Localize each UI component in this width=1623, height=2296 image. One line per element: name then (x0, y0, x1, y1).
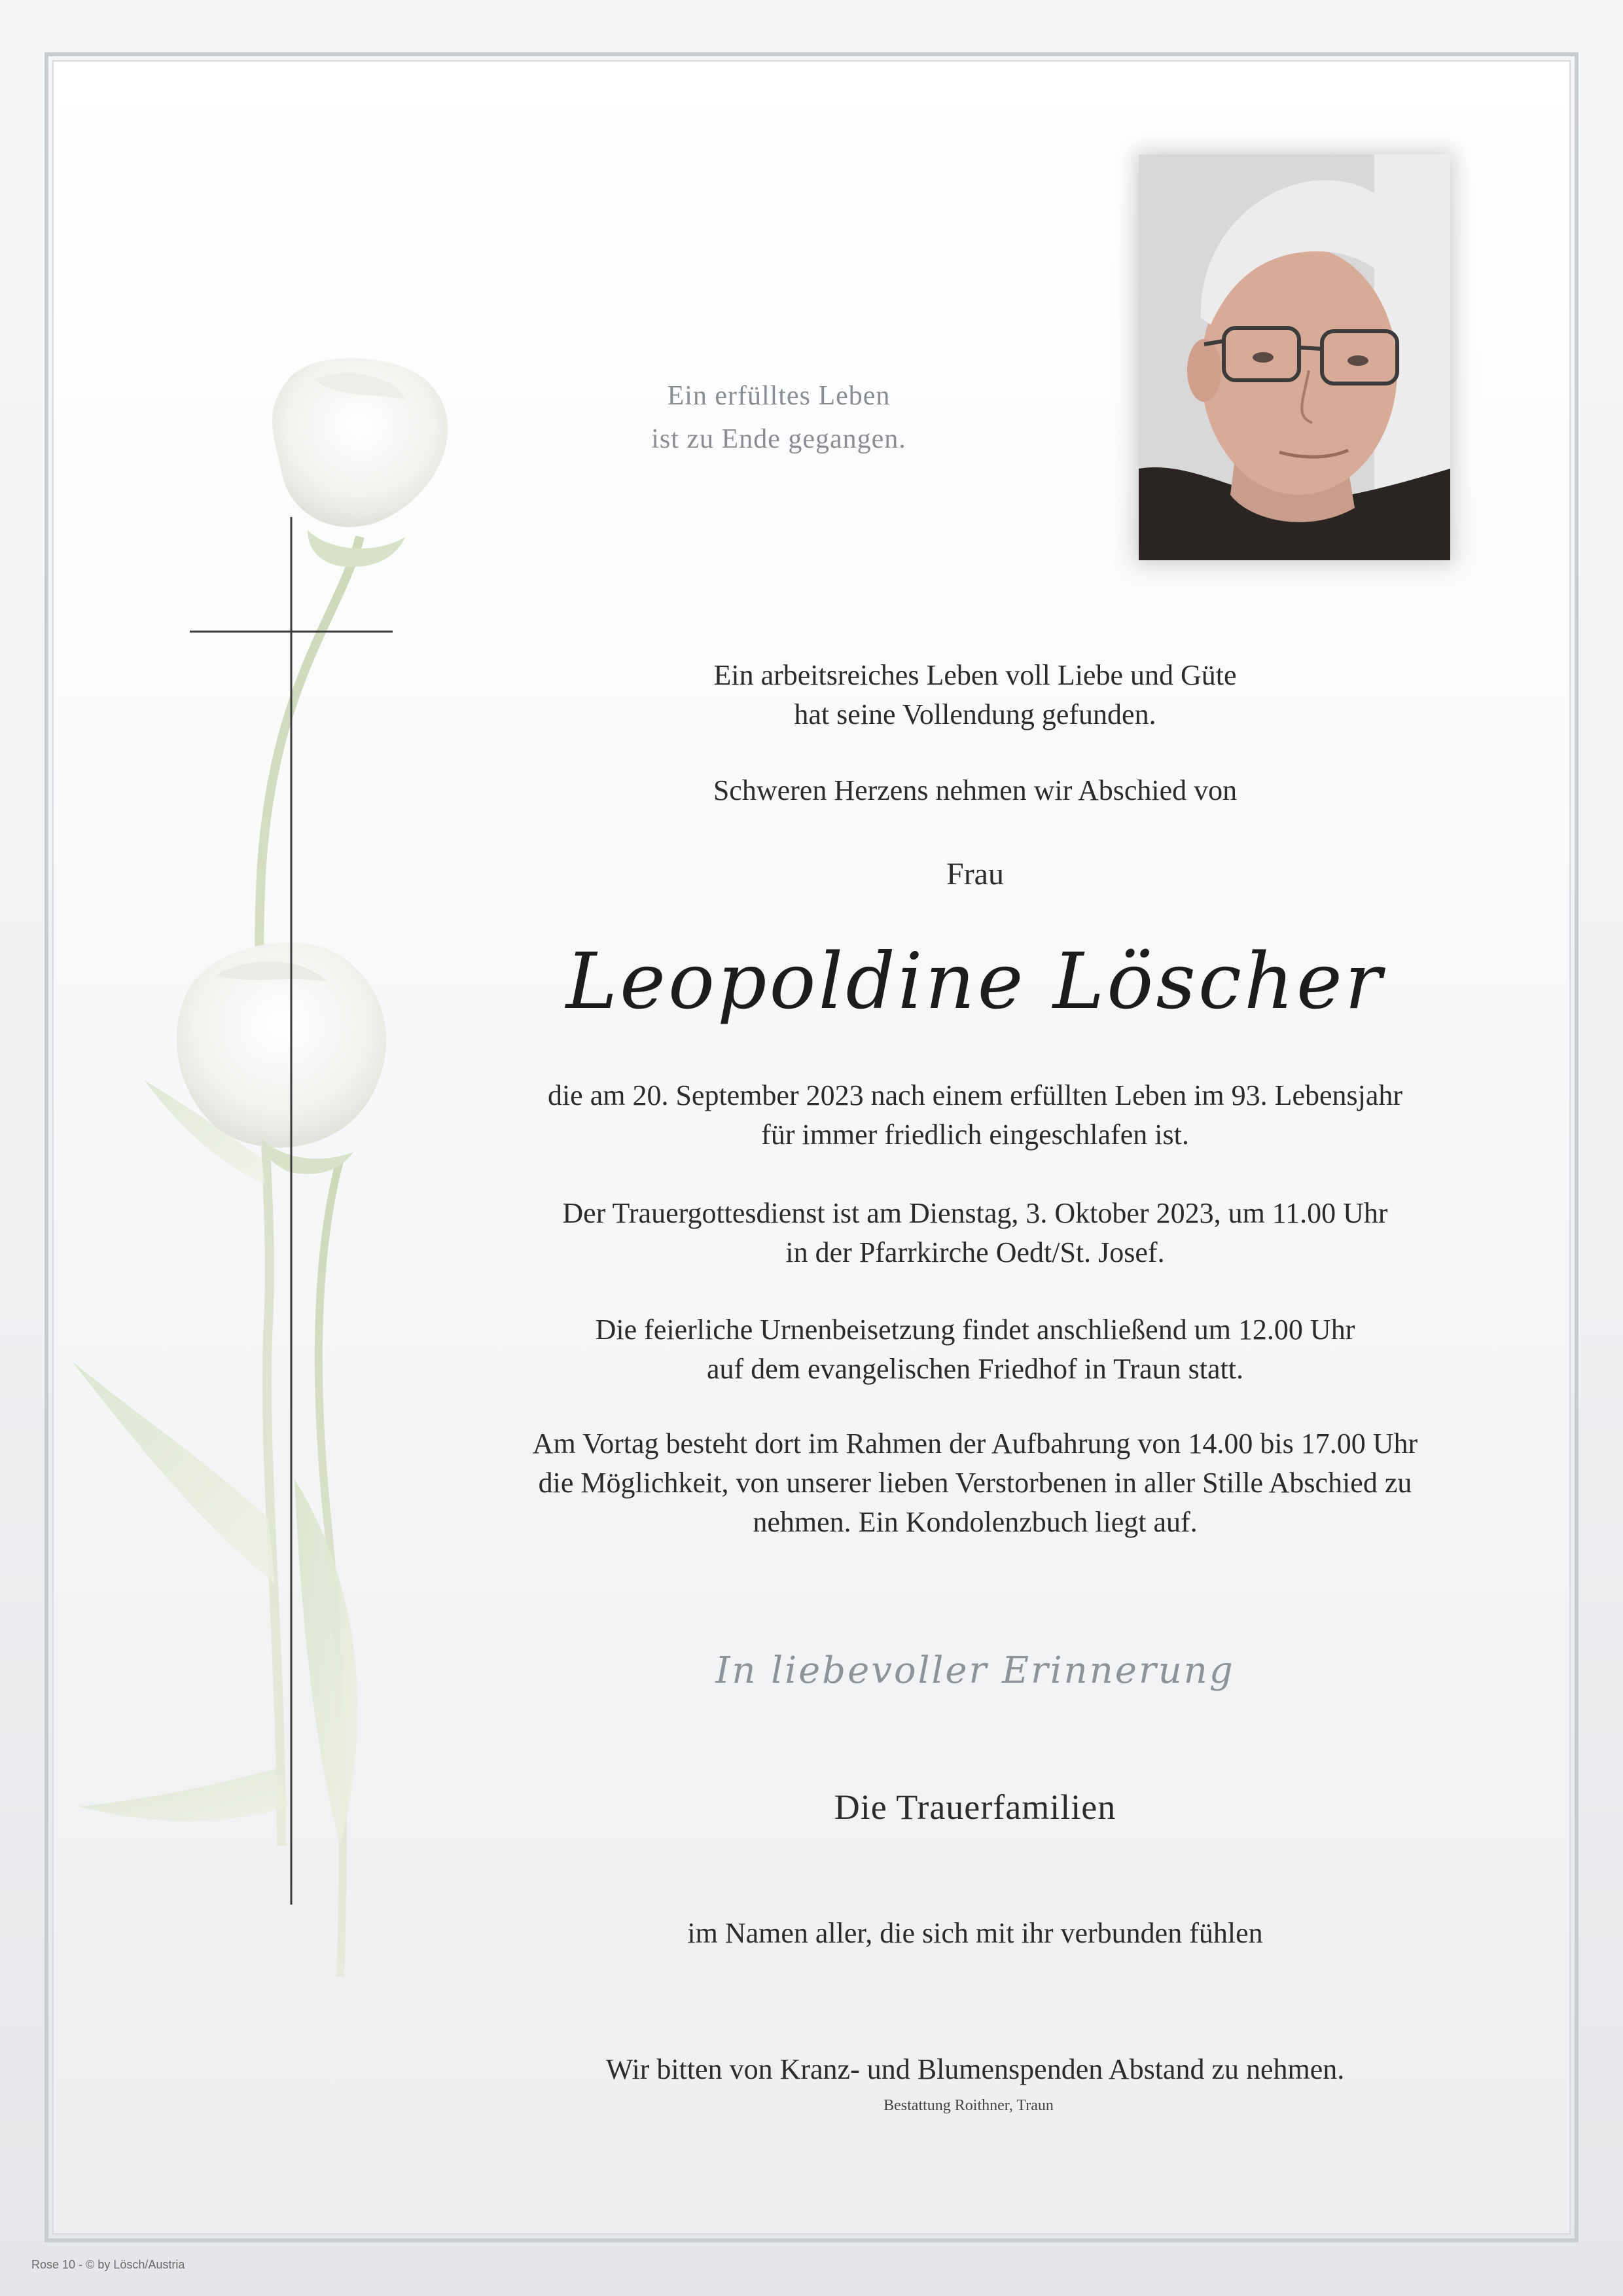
service-info (458, 1194, 1492, 1272)
intro-text (458, 656, 1492, 734)
motto-line-2: ist zu Ende gegangen. (651, 424, 906, 454)
intro-line-2: hat seine Vollendung gefunden. (794, 698, 1156, 730)
death-notice (458, 1076, 1492, 1155)
viewing-line-3: nehmen. Ein Kondolenzbuch liegt auf. (753, 1506, 1198, 1538)
funeral-home-credit: Bestattung Roithner, Traun (883, 2097, 1054, 2114)
on-behalf-line: im Namen aller, die sich mit ihr verbunden fühlen (687, 1917, 1263, 1949)
burial-line-1: Die feierliche Urnenbeisetzung findet anschließend um 12.00 Uhr (595, 1314, 1355, 1346)
donation-request (458, 2050, 1492, 2089)
portrait-photo (1139, 154, 1450, 560)
service-line-1: Der Trauergottesdienst ist am Dienstag, 3. Oktober 2023, um 11.00 Uhr (562, 1197, 1388, 1229)
leaf-1 (72, 1361, 275, 1584)
death-notice-line-2: für immer friedlich eingeschlafen ist. (761, 1119, 1189, 1151)
portrait-illustration (1139, 154, 1450, 560)
farewell-text (458, 771, 1492, 810)
viewing-info (458, 1424, 1492, 1542)
farewell-line: Schweren Herzens nehmen wir Abschied von (713, 774, 1238, 806)
motto-line-1: Ein erfülltes Leben (667, 381, 891, 411)
service-line-2: in der Pfarrkirche Oedt/St. Josef. (785, 1236, 1165, 1268)
viewing-line-1: Am Vortag besteht dort im Rahmen der Aufbahrung von 14.00 bis 17.00 Uhr (532, 1427, 1418, 1460)
burial-line-2: auf dem evangelischen Friedhof in Traun statt. (707, 1353, 1243, 1385)
burial-info (458, 1310, 1492, 1389)
families-signature: Die Trauerfamilien (834, 1787, 1116, 1827)
memory-heading: In liebevoller Erinnerung (715, 1649, 1235, 1692)
donation-request-line: Wir bitten von Kranz- und Blumenspenden Abstand zu nehmen. (605, 2053, 1345, 2085)
viewing-line-2: die Möglichkeit, von unserer lieben Verstorbenen in aller Stille Abschied zu (538, 1467, 1412, 1499)
deceased-name: Leopoldine Löscher (565, 936, 1385, 1026)
template-credit: Rose 10 - © by Lösch/Austria (31, 2258, 185, 2271)
intro-line-1: Ein arbeitsreiches Leben voll Liebe und Güte (713, 659, 1237, 691)
salutation-text: Frau (946, 857, 1004, 891)
on-behalf-text (458, 1914, 1492, 1953)
motto (576, 374, 982, 461)
death-notice-line-1: die am 20. September 2023 nach einem erfüllten Leben im 93. Lebensjahr (547, 1079, 1403, 1111)
white-roses-illustration (65, 340, 471, 2042)
rose-top (272, 358, 448, 567)
salutation (458, 855, 1492, 894)
leaf-2 (79, 1767, 288, 1821)
